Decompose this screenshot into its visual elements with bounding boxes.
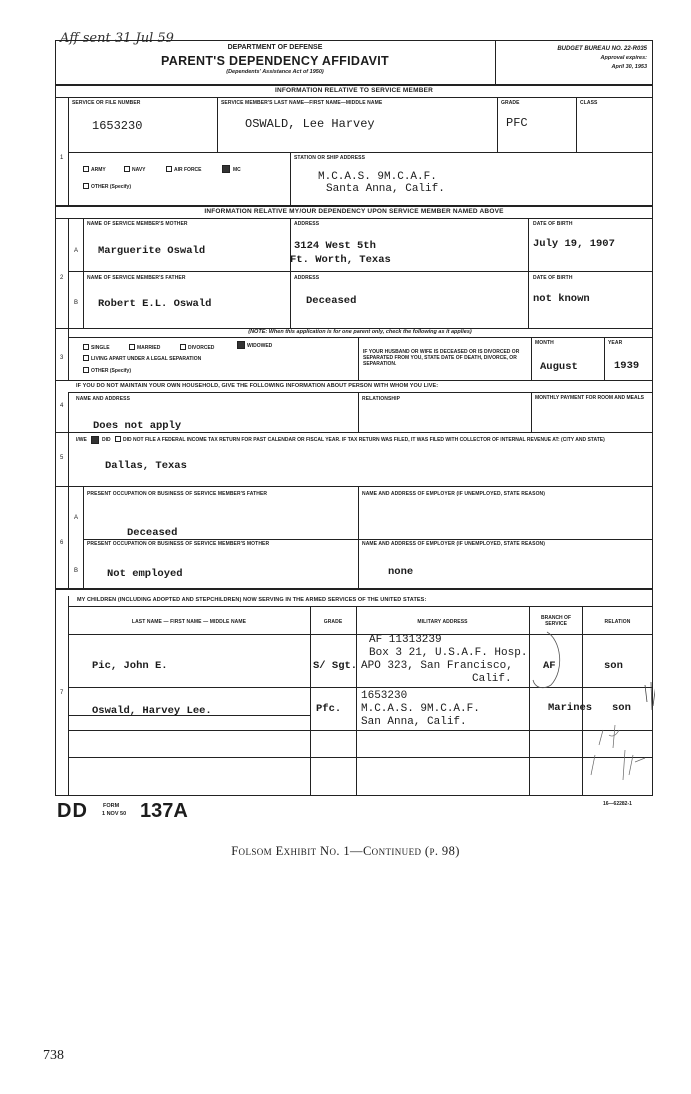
row-number-1: 1: [60, 155, 64, 161]
mother-name: Marguerite Oswald: [98, 245, 206, 257]
tax-return-label: DID NOT FILE A FEDERAL INCOME TAX RETURN FOR PAST CALENDAR OR FISCAL YEAR. IF TAX RETURN WAS FILED, IT WAS FILED WITH COLLECTOR OF INTERNAL REVENUE AT: (CITY AND STATE): [123, 437, 605, 443]
form-title: PARENT'S DEPENDENCY AFFIDAVIT: [161, 54, 389, 68]
checkbox-air-force[interactable]: [166, 166, 172, 172]
child-name: Oswald, Harvey Lee.: [92, 705, 212, 717]
father-address: Deceased: [306, 295, 357, 307]
col-grade-header: GRADE: [323, 619, 343, 625]
station-line1: M.C.A.S. 9M.C.A.F.: [318, 171, 437, 183]
checkbox-mc-checked[interactable]: [222, 165, 230, 173]
child-address-line: AF 11313239: [369, 634, 442, 646]
year-label: YEAR: [608, 340, 623, 346]
child-branch: Marines: [548, 702, 593, 714]
checkbox-did-checked[interactable]: [91, 436, 99, 444]
name-address-label: NAME AND ADDRESS: [76, 396, 131, 402]
father-name-label: NAME OF SERVICE MEMBER'S FATHER: [87, 275, 186, 281]
father-occupation: Deceased: [127, 527, 178, 539]
label-army: ARMY: [91, 167, 106, 173]
child-branch: AF: [543, 660, 556, 672]
mother-employer: none: [388, 566, 414, 578]
col-branch-header: BRANCH OF SERVICE: [541, 615, 571, 627]
row-number-7: 7: [60, 690, 64, 696]
section2-heading: INFORMATION RELATIVE MY/OUR DEPENDENCY UPON SERVICE MEMBER NAMED ABOVE: [204, 208, 504, 215]
member-name: OSWALD, Lee Harvey: [245, 117, 375, 131]
checkbox-status-other[interactable]: [83, 367, 89, 373]
row-letter-6a: A: [74, 515, 79, 521]
mother-address-line2: Ft. Worth, Texas: [290, 254, 391, 266]
class-label: CLASS: [580, 100, 598, 106]
checkbox-did-not[interactable]: [115, 436, 121, 442]
approval-date: April 30, 1953: [611, 64, 647, 70]
row-number-4: 4: [60, 403, 64, 409]
checkbox-navy[interactable]: [124, 166, 130, 172]
row-letter-a: A: [74, 248, 79, 254]
col-address-header: MILITARY ADDRESS: [417, 619, 468, 625]
department-label: DEPARTMENT OF DEFENSE: [227, 44, 323, 51]
month-label: MONTH: [535, 340, 554, 346]
child-name: Pic, John E.: [92, 660, 168, 672]
checkbox-army[interactable]: [83, 166, 89, 172]
section1-heading: INFORMATION RELATIVE TO SERVICE MEMBER: [274, 87, 434, 94]
label-air-force: AIR FORCE: [174, 167, 202, 173]
label-divorced: DIVORCED: [188, 345, 215, 351]
row-letter-6b: B: [74, 568, 79, 574]
relationship-label: RELATIONSHIP: [362, 396, 401, 402]
station-line2: Santa Anna, Calif.: [326, 183, 445, 195]
label-i-we: I/WE: [76, 437, 87, 443]
form-number: 137A: [140, 800, 188, 822]
col-relation-header: RELATION: [604, 619, 631, 625]
father-dob-label: DATE OF BIRTH: [533, 275, 573, 281]
label-status-other: OTHER (Specify): [91, 368, 132, 374]
pencil-marks: [525, 630, 655, 800]
service-number: 1653230: [92, 119, 143, 133]
father-occupation-label: PRESENT OCCUPATION OR BUSINESS OF SERVICE MEMBER'S FATHER: [87, 491, 268, 497]
label-other: OTHER (Specify): [91, 184, 132, 190]
label-mc: MC: [233, 167, 241, 173]
mother-dob-label: DATE OF BIRTH: [533, 221, 573, 227]
father-dob: not known: [533, 293, 590, 305]
exhibit-caption: Folsom Exhibit No. 1—Continued (p. 98): [231, 844, 460, 858]
child-grade: Pfc.: [316, 703, 342, 715]
checkbox-single[interactable]: [83, 344, 89, 350]
section4-heading: IF YOU DO NOT MAINTAIN YOUR OWN HOUSEHOLD, GIVE THE FOLLOWING INFORMATION ABOUT PERSON WITH WHOM YOU LIVE:: [76, 383, 439, 389]
month-value: August: [540, 361, 578, 373]
label-married: MARRIED: [137, 345, 161, 351]
section7-heading: MY CHILDREN (INCLUDING ADOPTED AND STEPCHILDREN) NOW SERVING IN THE ARMED SERVICES OF THE UNITED STATES:: [77, 597, 427, 603]
member-name-label: SERVICE MEMBER'S LAST NAME—FIRST NAME—MIDDLE NAME: [221, 100, 383, 106]
row-number-6: 6: [60, 540, 64, 546]
label-did: DID: [102, 437, 111, 443]
mother-address-label: ADDRESS: [294, 221, 320, 227]
form-date: 1 NOV 50: [102, 811, 127, 817]
year-value: 1939: [614, 360, 640, 372]
checkbox-widowed-checked[interactable]: [237, 341, 245, 349]
child-relation: son: [604, 660, 623, 672]
mother-dob: July 19, 1907: [533, 238, 615, 250]
child-address-line: 1653230: [361, 690, 408, 702]
father-address-label: ADDRESS: [294, 275, 320, 281]
child-relation: son: [612, 702, 631, 714]
col-name-header: LAST NAME — FIRST NAME — MIDDLE NAME: [131, 619, 247, 625]
form-word: FORM: [103, 803, 120, 809]
mother-name-label: NAME OF SERVICE MEMBER'S MOTHER: [87, 221, 188, 227]
tax-city: Dallas, Texas: [105, 460, 187, 472]
label-single: SINGLE: [91, 345, 110, 351]
budget-bureau: BUDGET BUREAU NO. 22-R035: [557, 46, 647, 52]
page-number: 738: [43, 1048, 64, 1063]
label-widowed: WIDOWED: [247, 343, 273, 349]
child-address-line: San Anna, Calif.: [361, 716, 467, 728]
grade: PFC: [506, 116, 528, 130]
deceased-info-label: IF YOUR HUSBAND OR WIFE IS DECEASED OR IS DIVORCED OR SEPARATED FROM YOU, STATE DATE OF DEATH, DIVORCE, OR SEPARATION.: [363, 349, 520, 367]
child-grade: S/ Sgt.: [313, 660, 358, 672]
monthly-payment-label: MONTHLY PAYMENT FOR ROOM AND MEALS: [535, 395, 644, 401]
child-address-line: Calif.: [472, 673, 512, 685]
checkbox-living-apart[interactable]: [83, 355, 89, 361]
service-number-label: SERVICE OR FILE NUMBER: [72, 100, 141, 106]
form-dd: DD: [57, 800, 88, 822]
child-address-line: APO 323, San Francisco,: [361, 660, 513, 672]
label-living-apart: LIVING APART UNDER A LEGAL SEPARATION: [91, 356, 202, 362]
father-employer-label: NAME AND ADDRESS OF EMPLOYER (IF UNEMPLOYED, STATE REASON): [362, 491, 546, 497]
mother-address-line1: 3124 West 5th: [294, 240, 376, 252]
father-name: Robert E.L. Oswald: [98, 298, 212, 310]
section3-note: (NOTE: When this application is for one parent only, check the following as it applies): [248, 329, 472, 335]
mother-occupation: Not employed: [107, 568, 183, 580]
child-address-line: Box 3 21, U.S.A.F. Hosp.: [369, 647, 528, 659]
name-address-value: Does not apply: [93, 420, 182, 432]
row-letter-b: B: [74, 300, 79, 306]
mother-employer-label: NAME AND ADDRESS OF EMPLOYER (IF UNEMPLOYED, STATE REASON): [362, 541, 546, 547]
station-label: STATION OR SHIP ADDRESS: [294, 155, 366, 161]
mother-occupation-label: PRESENT OCCUPATION OR BUSINESS OF SERVICE MEMBER'S MOTHER: [87, 541, 270, 547]
handwritten-note: Aff sent 31 Jul 59: [60, 31, 174, 46]
grade-label: GRADE: [501, 100, 520, 106]
row-number-5: 5: [60, 455, 64, 461]
label-navy: NAVY: [132, 167, 146, 173]
checkbox-other[interactable]: [83, 183, 89, 189]
approval-expires: Approval expires:: [600, 55, 647, 61]
row-number-2: 2: [60, 275, 64, 281]
gpo-code: 16—62282-1: [603, 801, 632, 807]
row-number-3: 3: [60, 355, 64, 361]
checkbox-divorced[interactable]: [180, 344, 186, 350]
checkbox-married[interactable]: [129, 344, 135, 350]
form-act: (Dependents' Assistance Act of 1950): [226, 69, 324, 75]
child-address-line: M.C.A.S. 9M.C.A.F.: [361, 703, 480, 715]
